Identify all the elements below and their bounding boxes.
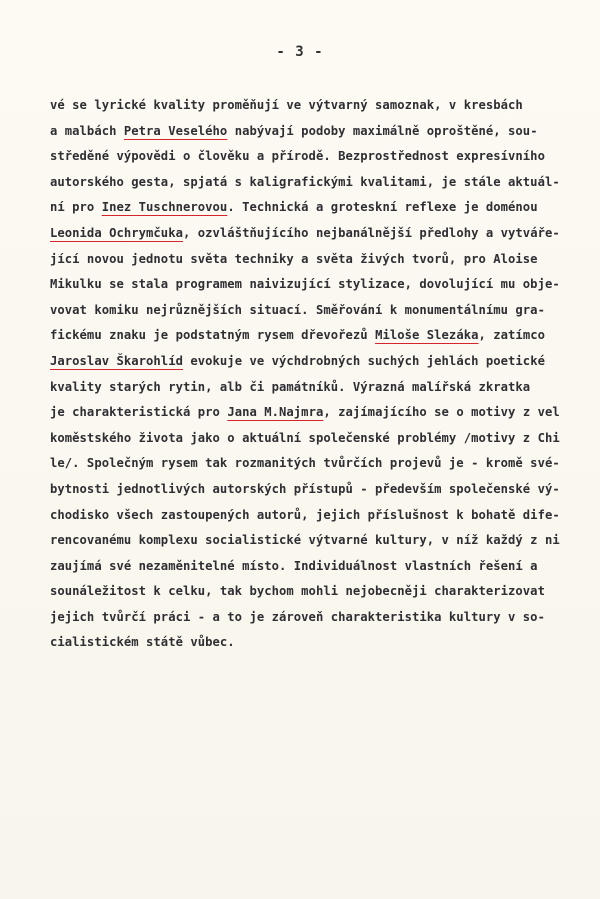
text-line bbox=[50, 479, 600, 505]
text-segment: sounáležitost k celku, tak bychom mohli nejobecněji charakterizovat bbox=[50, 584, 545, 599]
text-line bbox=[50, 607, 600, 633]
text-segment: nabývají podoby maximálně oproštěné, sou- bbox=[227, 123, 538, 138]
text-segment: vovat komiku nejrůznějších situací. Směřování k monumentálnímu gra- bbox=[50, 302, 545, 317]
body-text bbox=[50, 95, 600, 658]
text-segment: fickému znaku je podstatným rysem dřevořezů bbox=[50, 328, 376, 343]
underlined-artist-name: Jana M.Najmra bbox=[227, 405, 324, 420]
text-line bbox=[50, 530, 600, 556]
text-line bbox=[50, 300, 600, 326]
text-segment: jejich tvůrčí práci - a to je zároveň charakteristika kultury v so- bbox=[50, 609, 545, 624]
text-segment: kvality starých rytin, alb či památníků. Výrazná malířská zkratka bbox=[50, 379, 531, 394]
text-line bbox=[50, 453, 600, 479]
text-segment: středěné výpovědi o člověku a přírodě. Bezprostřednost expresívního bbox=[50, 149, 545, 164]
underlined-artist-name: Inez Tuschnerovou bbox=[101, 200, 228, 215]
text-line bbox=[50, 402, 600, 428]
text-line bbox=[50, 146, 600, 172]
text-line bbox=[50, 223, 600, 249]
text-line bbox=[50, 274, 600, 300]
underlined-artist-name: Miloše Slezáka bbox=[375, 328, 479, 343]
text-line bbox=[50, 197, 600, 223]
text-line bbox=[50, 377, 600, 403]
text-segment: koměstského života jako o aktuální společenské problémy /motivy z Chi bbox=[50, 430, 560, 445]
text-line bbox=[50, 505, 600, 531]
text-segment: , ozvláštňujícího nejbanálnější předlohy a vytváře- bbox=[182, 225, 560, 240]
text-segment: a malbách bbox=[50, 123, 124, 138]
text-segment: zaujímá své nezaměnitelné místo. Individuálnost vlastních řešení a bbox=[50, 558, 538, 573]
text-line bbox=[50, 121, 600, 147]
text-segment: vé se lyrické kvality proměňují ve výtvarný samoznak, v kresbách bbox=[50, 98, 523, 112]
text-line bbox=[50, 556, 600, 582]
text-line bbox=[50, 249, 600, 275]
text-line bbox=[50, 632, 600, 658]
underlined-artist-name: Petra Veselého bbox=[123, 123, 228, 138]
text-line bbox=[50, 95, 600, 121]
text-segment: cialistickém státě vůbec. bbox=[50, 635, 235, 650]
text-segment: ní pro bbox=[50, 200, 102, 215]
page-number: - 3 - bbox=[276, 44, 324, 60]
underlined-artist-name: Jaroslav Škarohlíd bbox=[50, 353, 183, 368]
text-line bbox=[50, 581, 600, 607]
underlined-artist-name: Leonida Ochrymčuka bbox=[50, 225, 183, 240]
text-line bbox=[50, 351, 600, 377]
text-segment: . Technická a groteskní reflexe je doménou bbox=[227, 200, 538, 215]
text-line bbox=[50, 428, 600, 454]
text-segment: , zatímco bbox=[478, 328, 545, 343]
text-segment: autorského gesta, spjatá s kaligrafickými kvalitami, je stále aktuál- bbox=[50, 174, 560, 189]
text-segment: , zajímajícího se o motivy z vel bbox=[323, 405, 560, 420]
text-segment: rencovanému komplexu socialistické výtvarné kultury, v níž každý z ni bbox=[50, 533, 560, 548]
text-segment: evokuje ve výchdrobných suchých jehlách poetické bbox=[182, 353, 545, 368]
text-segment: chodisko všech zastoupených autorů, jejich příslušnost k bohatě dife- bbox=[50, 507, 560, 522]
text-line bbox=[50, 172, 600, 198]
text-line bbox=[50, 325, 600, 351]
text-segment: jící novou jednotu světa techniky a světa živých tvorů, pro Aloise bbox=[50, 251, 538, 266]
text-segment: bytnosti jednotlivých autorských přístupů - především společenské vý- bbox=[50, 481, 560, 496]
text-segment: Mikulku se stala programem naivizující stylizace, dovolující mu obje- bbox=[50, 277, 560, 292]
text-segment: je charakteristická pro bbox=[50, 405, 228, 420]
text-segment: le/. Společným rysem tak rozmanitých tvůrčích projevů je - kromě své- bbox=[50, 456, 560, 471]
